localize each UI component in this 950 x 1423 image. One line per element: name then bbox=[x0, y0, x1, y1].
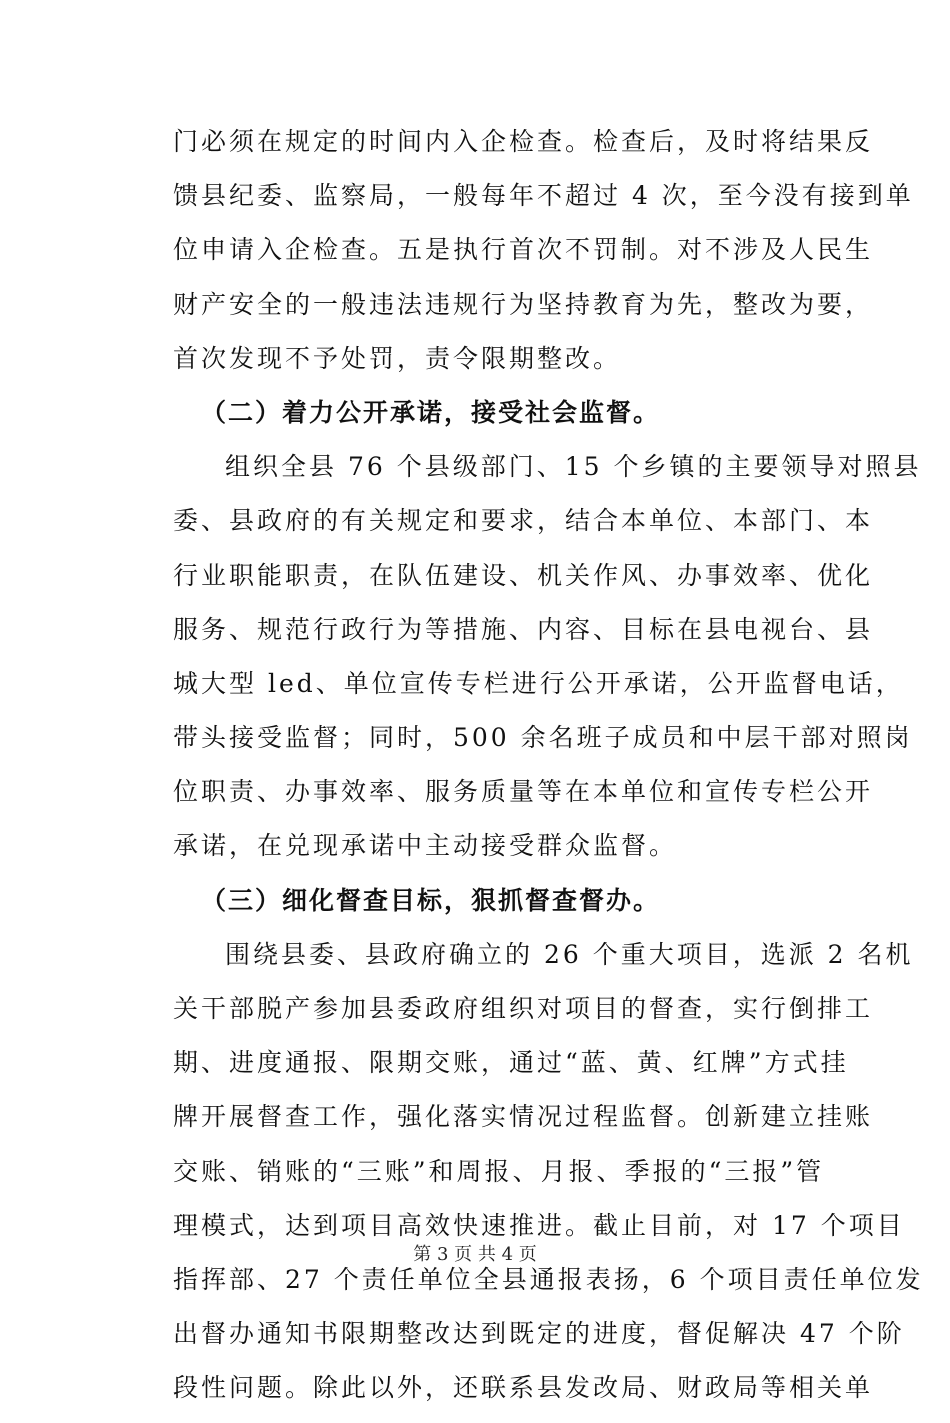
paragraph-line: 委、县政府的有关规定和要求，结合本单位、本部门、本 bbox=[173, 506, 874, 536]
paragraph-line: 承诺，在兑现承诺中主动接受群众监督。 bbox=[173, 831, 678, 861]
paragraph-line: 组织全县 76 个县级部门、15 个乡镇的主要领导对照县 bbox=[225, 452, 922, 482]
section-heading: （二）着力公开承诺，接受社会监督。 bbox=[201, 397, 661, 427]
paragraph-line: 围绕县委、县政府确立的 26 个重大项目，选派 2 名机 bbox=[225, 939, 914, 969]
paragraph-line: 服务、规范行政行为等措施、内容、目标在县电视台、县 bbox=[173, 614, 874, 644]
page-number-footer: 第 3 页 共 4 页 bbox=[413, 1244, 537, 1265]
document-body bbox=[173, 122, 924, 1423]
paragraph-line: 理模式，达到项目高效快速推进。截止目前，对 17 个项目 bbox=[173, 1210, 905, 1240]
section-heading: （三）细化督查目标，狠抓督查督办。 bbox=[201, 885, 661, 915]
paragraph-line: 期、进度通报、限期交账，通过“蓝、黄、红牌”方式挂 bbox=[173, 1048, 849, 1078]
paragraph-line: 位职责、办事效率、服务质量等在本单位和宣传专栏公开 bbox=[173, 777, 874, 807]
paragraph-line: 段性问题。除此以外，还联系县发改局、财政局等相关单 bbox=[173, 1373, 874, 1403]
paragraph-line: 交账、销账的“三账”和周报、月报、季报的“三报”管 bbox=[173, 1156, 825, 1186]
paragraph-line: 门必须在规定的时间内入企检查。检查后，及时将结果反 bbox=[173, 127, 874, 156]
paragraph-line: 关干部脱产参加县委政府组织对项目的督查，实行倒排工 bbox=[173, 994, 874, 1023]
paragraph-line: 城大型 led、单位宣传专栏进行公开承诺，公开监督电话， bbox=[173, 668, 904, 698]
paragraph-line: 首次发现不予处罚，责令限期整改。 bbox=[173, 343, 622, 373]
paragraph-line: 带头接受监督；同时，500 余名班子成员和中层干部对照岗 bbox=[173, 723, 913, 753]
paragraph-line: 行业职能职责，在队伍建设、机关作风、办事效率、优化 bbox=[173, 560, 874, 590]
paragraph-line: 出督办通知书限期整改达到既定的进度，督促解决 47 个阶 bbox=[173, 1319, 905, 1349]
paragraph-line: 位申请入企检查。五是执行首次不罚制。对不涉及人民生 bbox=[173, 235, 874, 265]
paragraph-line: 财产安全的一般违法违规行为坚持教育为先，整改为要， bbox=[173, 289, 874, 319]
paragraph-line: 指挥部、27 个责任单位全县通报表扬，6 个项目责任单位发 bbox=[173, 1264, 924, 1294]
paragraph-line: 馈县纪委、监察局，一般每年不超过 4 次，至今没有接到单 bbox=[173, 181, 914, 211]
paragraph-line: 牌开展督查工作，强化落实情况过程监督。创新建立挂账 bbox=[173, 1102, 874, 1132]
